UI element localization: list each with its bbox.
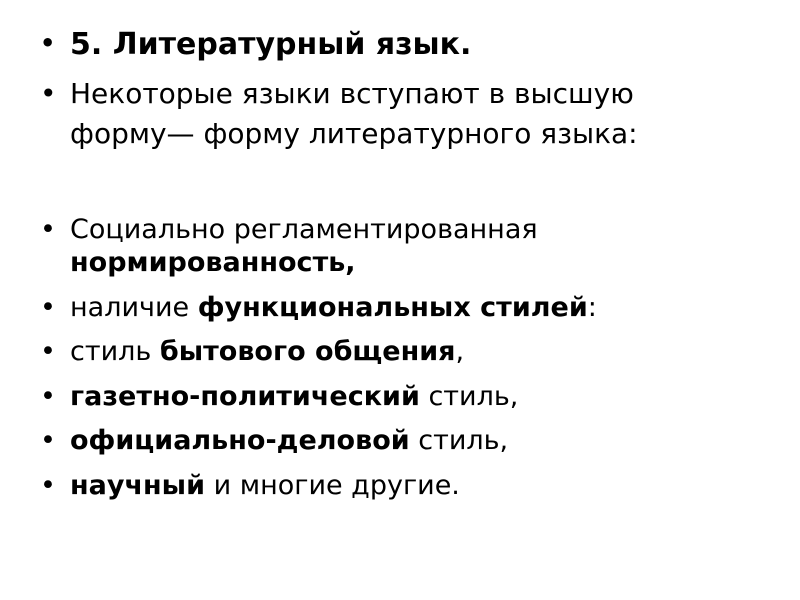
emphasis-text: бытового общения xyxy=(159,336,456,368)
emphasis-text: официально-деловой xyxy=(70,425,410,457)
plain-text: стиль xyxy=(70,336,160,368)
list-item xyxy=(30,335,766,368)
list-item xyxy=(30,424,766,457)
plain-text: Социально регламентированная xyxy=(70,213,538,245)
intro-line-2-wrapper xyxy=(30,116,766,151)
list-item xyxy=(30,380,766,413)
intro-line-1: • Некоторые языки вступают в высшую xyxy=(30,76,766,111)
plain-text: наличие xyxy=(70,291,198,323)
intro-line-2: форму— форму литературного языка: xyxy=(70,116,638,150)
vertical-spacer xyxy=(30,157,766,213)
plain-text: и многие другие. xyxy=(205,469,460,501)
plain-text: стиль, xyxy=(409,425,509,457)
list-item xyxy=(30,291,766,324)
plain-text: : xyxy=(587,291,597,323)
bullet-list xyxy=(30,26,766,502)
emphasis-text: нормированность, xyxy=(70,247,356,279)
slide-title: • 5. Литературный язык. xyxy=(30,26,766,64)
emphasis-text: функциональных стилей xyxy=(197,291,588,323)
list-item xyxy=(30,213,766,280)
plain-text: , xyxy=(455,336,465,368)
plain-text: стиль, xyxy=(419,380,519,412)
emphasis-text: газетно-политический xyxy=(70,380,420,412)
emphasis-text: научный xyxy=(70,469,205,501)
list-item xyxy=(30,469,766,502)
